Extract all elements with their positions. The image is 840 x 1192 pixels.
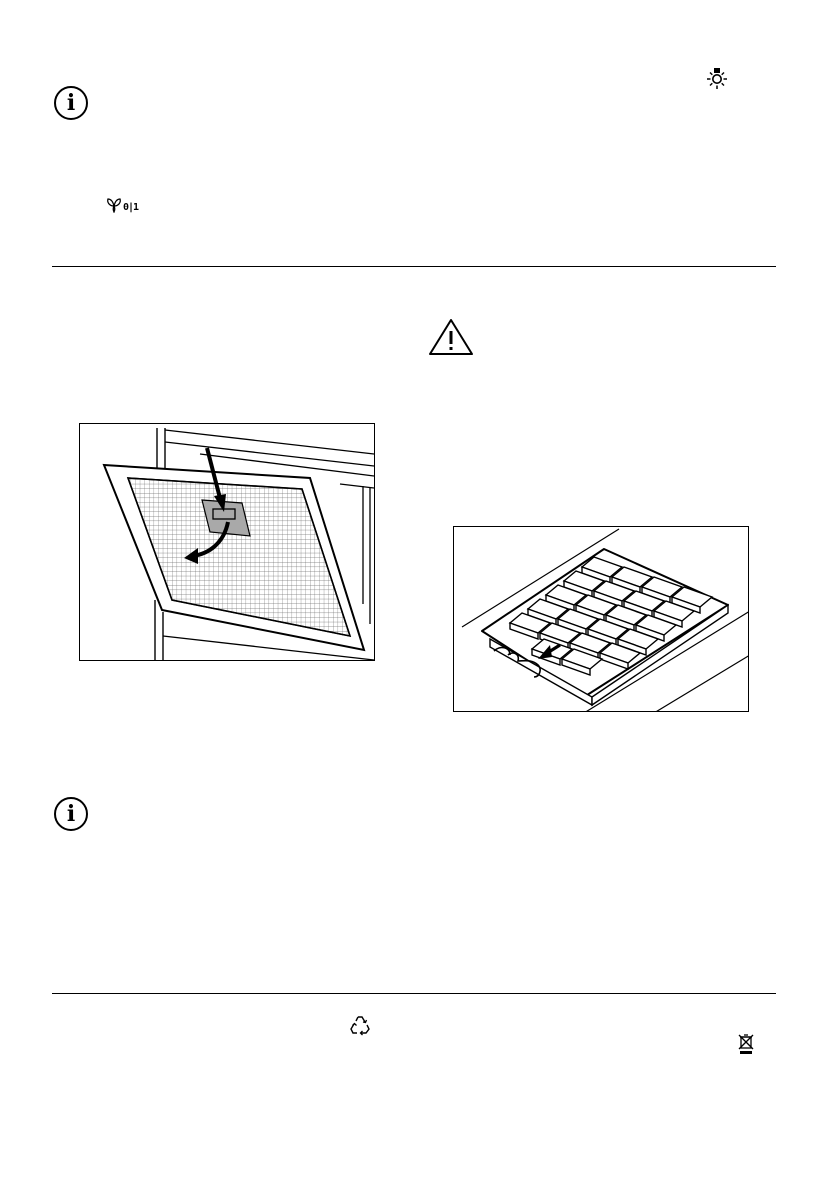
grease-filter-removal-illustration (80, 424, 375, 661)
charcoal-filter-figure (453, 526, 749, 712)
lamp-icon (704, 66, 730, 92)
section-divider (52, 993, 776, 994)
warning-triangle-icon (428, 318, 474, 356)
grease-filter-figure (79, 423, 375, 661)
fan-symbol-suffix: 0|1 (123, 202, 139, 213)
fan-off-on-icon (106, 197, 122, 213)
recycling-icon (349, 1014, 371, 1036)
crossed-out-bin-icon (738, 1033, 754, 1055)
info-icon: i (54, 797, 88, 831)
charcoal-filter-illustration (454, 527, 749, 712)
fan-off-on-symbol (106, 193, 138, 213)
section-divider (52, 266, 776, 267)
info-icon: i (54, 86, 88, 120)
